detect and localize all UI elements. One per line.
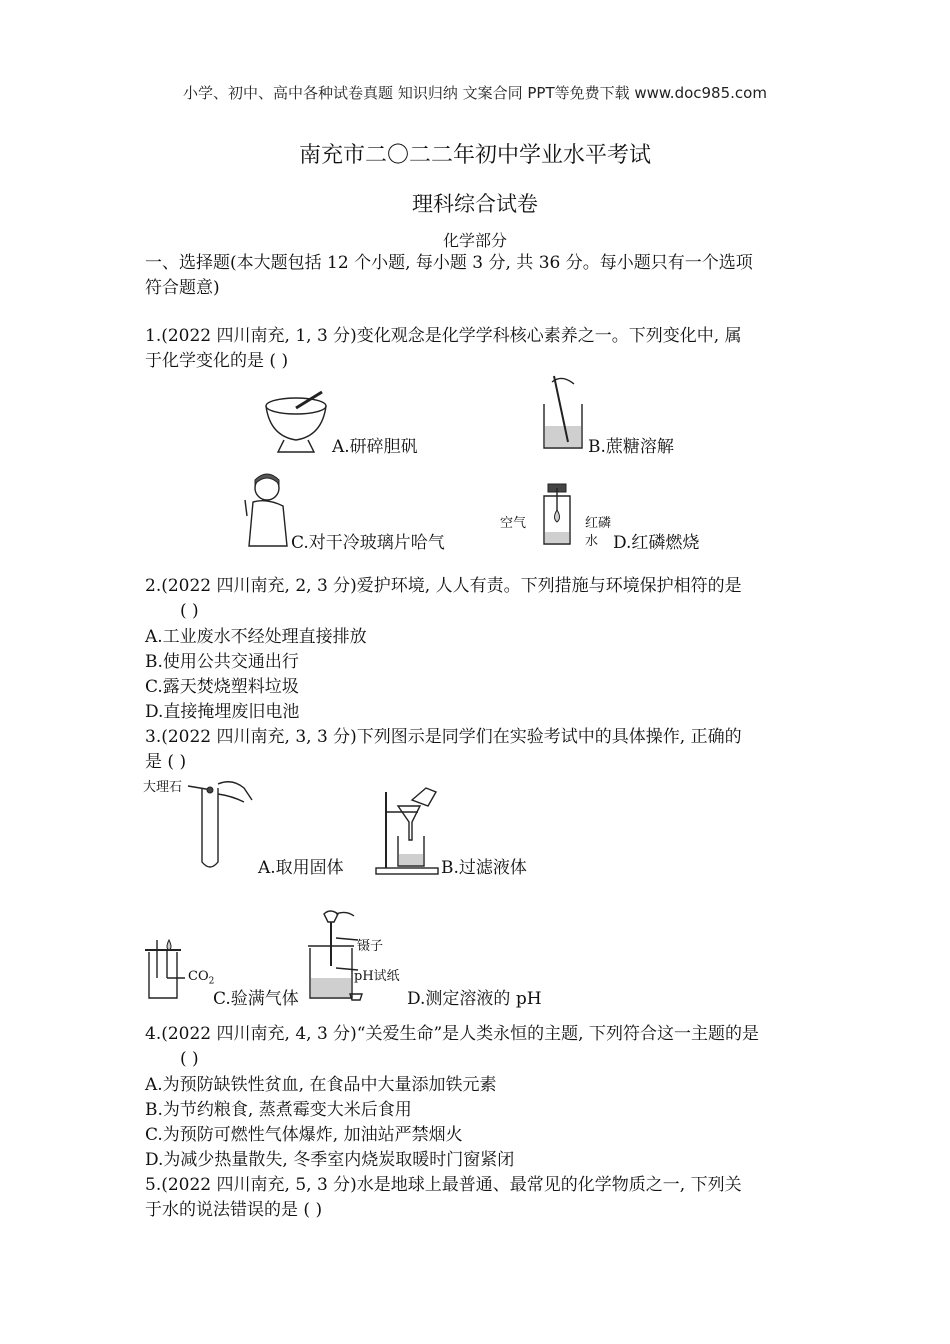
exam-subtitle: 理科综合试卷 xyxy=(412,192,538,216)
test-tube-solid-figure xyxy=(188,780,254,872)
q2-option-a: A.工业废水不经处理直接排放 xyxy=(145,627,367,647)
q3-option-b: B.过滤液体 xyxy=(441,858,527,878)
filtration-figure xyxy=(374,786,440,876)
fig-label-tweezers: 镊子 xyxy=(357,939,384,954)
beaker-stirring-figure xyxy=(540,374,590,454)
fig-label-air: 空气 xyxy=(500,516,527,531)
exam-title: 南充市二〇二二年初中学业水平考试 xyxy=(298,143,651,168)
q2-option-d: D.直接掩埋废旧电池 xyxy=(145,702,300,722)
q2-stem-line1: 2.(2022 四川南充, 2, 3 分)爱护环境, 人人有责。下列措施与环境保护相符的是 xyxy=(145,576,742,596)
q3-option-a: A.取用固体 xyxy=(258,858,344,878)
q4-option-d: D.为减少热量散失, 冬季室内烧炭取暖时门窗紧闭 xyxy=(145,1150,515,1170)
site-header: 小学、初中、高中各种试卷真题 知识归纳 文案合同 PPT等免费下载 www.doc985.com xyxy=(183,84,767,102)
co2-text: CO xyxy=(188,969,209,984)
fig-label-co2 xyxy=(188,969,214,987)
q4-option-a: A.为预防缺铁性贫血, 在食品中大量添加铁元素 xyxy=(145,1075,497,1095)
part1-heading-line1: 一、选择题(本大题包括 12 个小题, 每小题 3 分, 共 36 分。每小题只有一个选项 xyxy=(145,253,753,273)
section-title: 化学部分 xyxy=(442,231,507,250)
q3-stem-line1: 3.(2022 四川南充, 3, 3 分)下列图示是同学们在实验考试中的具体操作, 正确的 xyxy=(145,727,742,747)
q3-option-c: C.验满气体 xyxy=(213,989,299,1009)
q2-stem-line2: ( ) xyxy=(180,601,199,621)
q5-stem-line2: 于水的说法错误的是 ( ) xyxy=(145,1200,323,1220)
q1-option-d: D.红磷燃烧 xyxy=(613,533,700,553)
q1-stem-line1: 1.(2022 四川南充, 1, 3 分)变化观念是化学学科核心素养之一。下列变化中, 属 xyxy=(145,326,742,346)
q4-option-b: B.为节约粮食, 蒸煮霉变大米后食用 xyxy=(145,1100,412,1120)
child-breathing-figure xyxy=(243,472,293,548)
mortar-pestle-figure xyxy=(262,388,332,458)
gas-bottle-figure xyxy=(143,938,183,1000)
q2-option-b: B.使用公共交通出行 xyxy=(145,652,299,672)
fig-label-water: 水 xyxy=(585,534,599,549)
q1-option-b: B.蔗糖溶解 xyxy=(588,437,674,457)
q3-option-d: D.测定溶液的 pH xyxy=(407,989,542,1009)
ph-test-figure xyxy=(306,908,366,1004)
q1-stem-line2: 于化学变化的是 ( ) xyxy=(145,351,289,371)
co2-subscript: 2 xyxy=(208,976,215,987)
part1-heading-line2: 符合题意) xyxy=(145,278,220,298)
q4-stem-line2: ( ) xyxy=(180,1049,199,1069)
q5-stem-line1: 5.(2022 四川南充, 5, 3 分)水是地球上最普通、最常见的化学物质之一, 下列关 xyxy=(145,1175,742,1195)
q3-stem-line2: 是 ( ) xyxy=(145,752,187,772)
q4-option-c: C.为预防可燃性气体爆炸, 加油站严禁烟火 xyxy=(145,1125,463,1145)
fig-label-red-phosphorus: 红磷 xyxy=(585,516,612,531)
q4-stem-line1: 4.(2022 四川南充, 4, 3 分)“关爱生命”是人类永恒的主题, 下列符合这一主题的是 xyxy=(145,1024,759,1044)
red-phosphorus-figure xyxy=(538,482,578,548)
fig-label-marble: 大理石 xyxy=(143,780,183,795)
q1-option-c: C.对干冷玻璃片哈气 xyxy=(291,533,445,553)
fig-label-ph-paper: pH试纸 xyxy=(354,969,400,984)
q1-option-a: A.研碎胆矾 xyxy=(332,437,418,457)
q2-option-c: C.露天焚烧塑料垃圾 xyxy=(145,677,299,697)
